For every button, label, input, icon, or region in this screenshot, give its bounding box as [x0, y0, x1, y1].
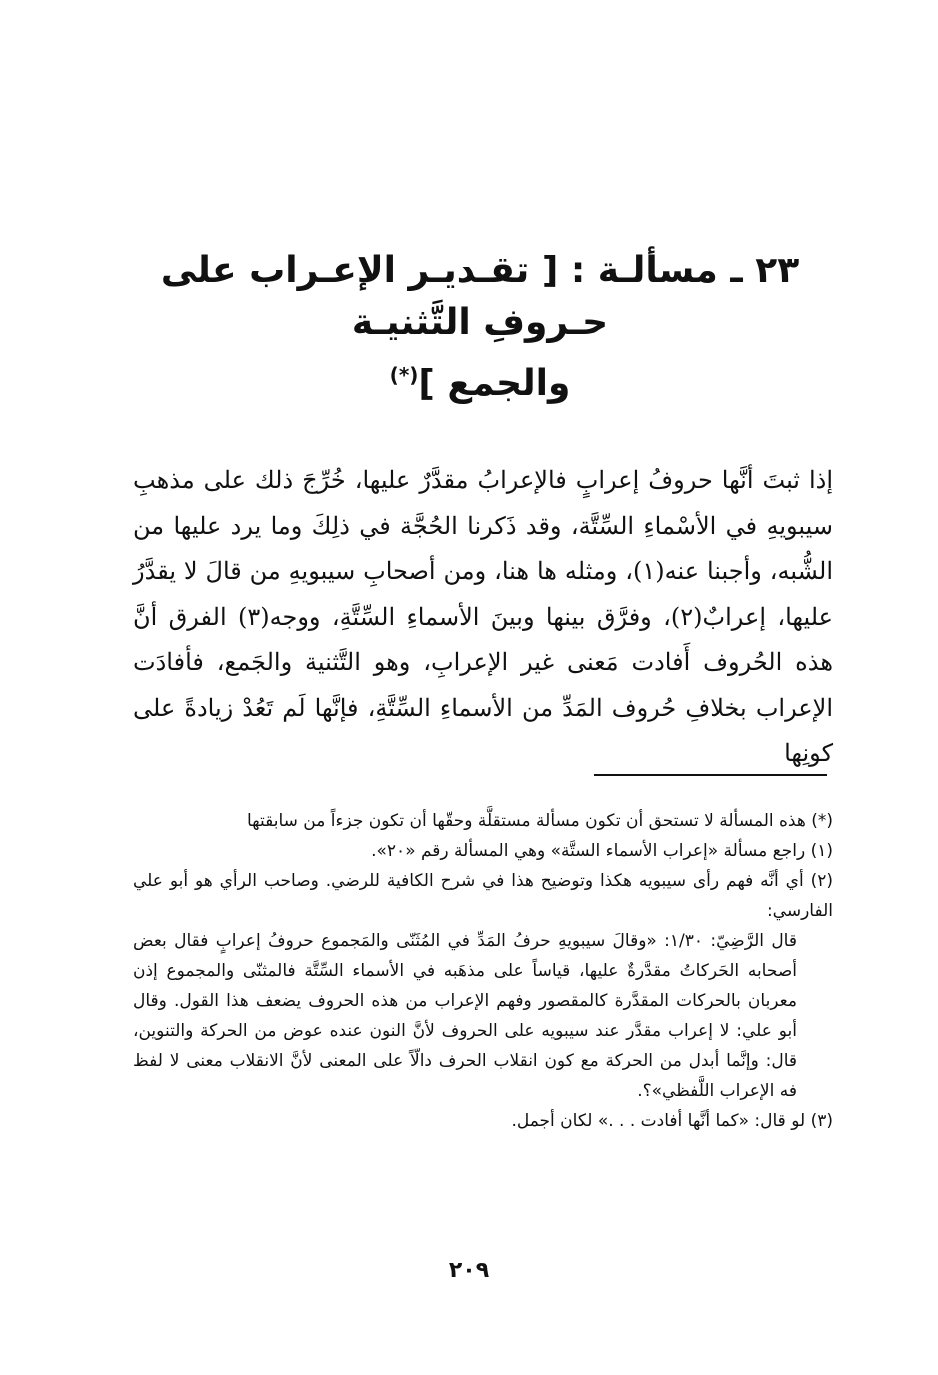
footnote-star: (*) هذه المسألة لا تستحق أن تكون مسألة مستقلَّة وحقّها أن تكون جزءاً من سابقتها: [246, 811, 833, 831]
footnotes: [133, 806, 833, 1136]
heading-line-1: ٢٣ ـ مسألـة : [ تقـديـر الإعـراب على حـروفِ التَّثنيـة: [160, 250, 800, 343]
heading-line-2: [120, 349, 840, 410]
footnote-1: (١) راجع مسألة «إعراب الأسماء الستَّة» وهي المسألة رقم «٢٠».: [371, 841, 833, 861]
main-text: [133, 458, 833, 777]
footnote-2: (٢) أي أنَّه فهم رأى سيبويه هكذا وتوضيح هذا في شرح الكافية للرضي. وصاحب الرأي هو أبو علي الفارسي:: [133, 871, 833, 921]
chapter-heading: [120, 245, 840, 410]
footnote-divider: [594, 774, 827, 776]
footnote-2-quote: قال الرَّضِيّ: ١/٣٠: «وقالَ سيبويهِ حرفُ المَدِّ في المُثَنّى والمَجموع حروفُ إعرابٍ فقال بعض أصحابه الحَركاتُ مقدَّرةٌ عليها، قياساً على مذهَبه في الأسماء السِّتَّة فالمثنّى والمجموع إذن معربان بالحركات المقدَّرة كالمقصور وفهم الإعراب من هذه الحروف يضعف هذا القول. وقال أبو علي: لا إعراب مقدَّر عند سيبويه على الحروف لأنَّ النون عنده عوض من الحركة والتنوين، قال: وإنَّما أبدل من الحركة مع كون انقلاب الحرف دالّاً على المعنى لأنَّ الانقلاب معنى لا لفظ فه الإعراب اللَّفظي»؟.: [133, 931, 797, 1101]
heading-line-2-text: والجمع ]: [418, 363, 571, 404]
page-number: ٢٠٩: [448, 1258, 490, 1283]
body-paragraph: إذا ثبتَ أنَّها حروفُ إعرابٍ فالإعرابُ مقدَّرٌ عليها، خُرِّجَ ذلك على مذهبِ سيبويهِ في الأسْماءِ السِّتَّة، وقد ذَكرنا الحُجَّة في ذلِكَ وما يرد عليها من الشُّبه، وأجبنا عنه(١)، ومثله ها هنا، ومن أصحابِ سيبويهِ من قالَ لا يقدَّرُ عليها، إعرابٌ(٢)، وفرَّق بينها وبينَ الأسماءِ السِّتَّةِ، ووجه(٣) الفرق أنَّ هذه الحُروف أَفادت مَعنى غير الإعرابِ، وهو التَّثنية والجَمع، فأفادَت الإعراب بخلافِ حُروف المَدِّ من الأسماءِ السِّتَّةِ، فإنَّها لَم تَعُدْ زيادةً على كونِها: [133, 466, 833, 767]
heading-note-mark: (*): [389, 363, 419, 387]
footnote-3: (٣) لو قال: «كما أنَّها أفادت . . .» لكان أجمل.: [511, 1111, 833, 1131]
